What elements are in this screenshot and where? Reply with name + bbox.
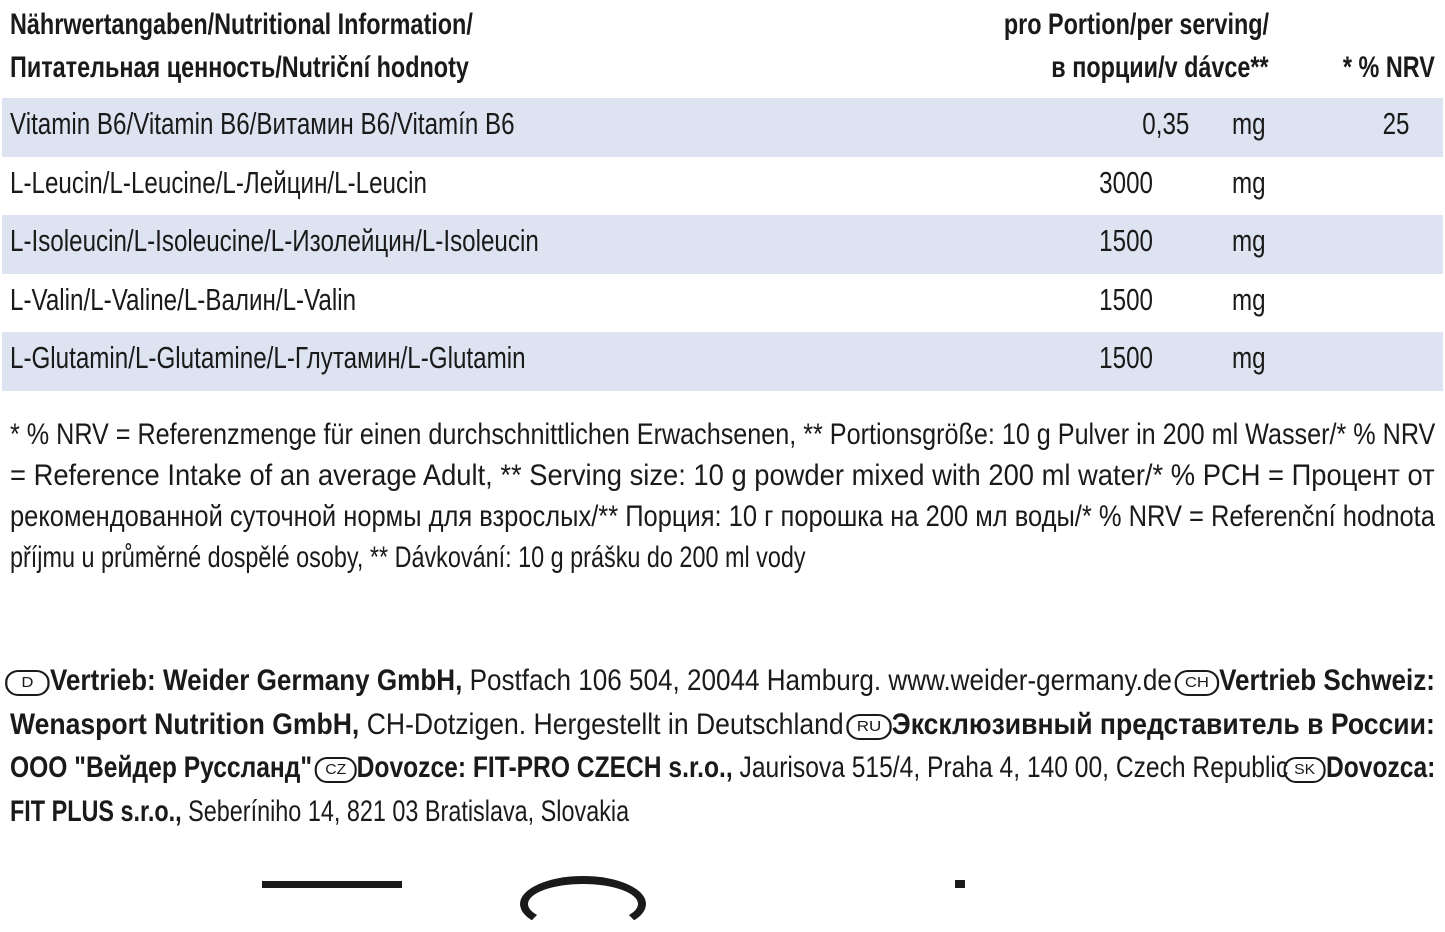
nutrient-amount: 3000 <box>1099 164 1153 200</box>
nutrient-amount: 1500 <box>1099 340 1153 376</box>
country-badge-de: D <box>5 670 49 696</box>
country-badge-ru: RU <box>846 714 891 740</box>
country-badge-sk: SK <box>1284 757 1326 783</box>
table-row <box>2 274 1443 333</box>
nutrient-name: L-Glutamin/L-Glutamine/L-Глутамин/L-Glutamin <box>10 340 526 376</box>
serving-header-line-2: в порции/v dávce** <box>1051 51 1269 84</box>
distributor-company-sk: FIT PLUS s.r.o., <box>10 794 182 828</box>
distributor-label-ru: Эксклюзивный представитель в России: <box>891 707 1435 741</box>
table-row <box>2 332 1443 391</box>
nutrition-table <box>2 98 1443 391</box>
table-header <box>0 6 1445 96</box>
nutrient-unit: mg <box>1232 340 1266 376</box>
footnote-line: рекомендованной суточной нормы для взрослых/** Порция: 10 г порошка на 200 мл воды/* % NRV = Referenční hodnota <box>10 500 1435 533</box>
nutrient-unit: mg <box>1232 281 1266 317</box>
nrv-header: * % NRV <box>1343 51 1435 84</box>
table-row <box>2 157 1443 216</box>
distribution-info <box>10 664 1435 838</box>
distributor-label-cz: Dovozce: FIT-PRO CZECH s.r.o., <box>356 751 733 784</box>
footnote-line: příjmu u průměrné dospělé osoby, ** Dávkování: 10 g prášku do 200 ml vody <box>10 541 806 574</box>
nutrient-unit: mg <box>1232 223 1266 259</box>
logo-fragment-bar <box>262 881 402 888</box>
serving-header-line-1: pro Portion/per serving/ <box>1003 8 1269 41</box>
distributor-address-sk: Seberíniho 14, 821 03 Bratislava, Slovakia <box>181 794 630 828</box>
table-row <box>2 215 1443 274</box>
distributor-company-ru: ООО "Вейдер Руссланд" <box>10 751 319 784</box>
distributor-label-ch: Vertrieb Schweiz: <box>1219 664 1435 697</box>
title-line-1: Nährwertangaben/Nutritional Information/ <box>10 8 473 41</box>
distributor-address-cz: Jaurisova 515/4, Praha 4, 140 00, Czech Republic <box>732 751 1289 784</box>
nutrient-amount: 1500 <box>1099 223 1153 259</box>
nutrient-unit: mg <box>1232 164 1266 200</box>
nutrient-amount: 0,35 <box>1141 106 1189 141</box>
nutrient-amount: 1500 <box>1099 281 1153 317</box>
footnote-line: * % NRV = Referenzmenge für einen durchschnittlichen Erwachsenen, ** Portionsgröße: 10 g Pulver in 200 ml Wasser/* % NRV <box>10 418 1436 451</box>
nrv-footnote <box>10 418 1435 582</box>
distributor-label-sk: Dovozca: <box>1325 751 1436 784</box>
country-badge-ch: CH <box>1174 670 1218 696</box>
country-badge-cz: CZ <box>314 757 356 783</box>
nutrient-nrv: 25 <box>1382 106 1409 141</box>
nutrient-name: Vitamin B6/Vitamin B6/Витамин B6/Vitamín B6 <box>10 106 515 141</box>
distributor-company-ch: Wenasport Nutrition GmbH, <box>10 707 360 741</box>
logo-fragment-arc <box>520 876 646 932</box>
distributor-label-de: Vertrieb: Weider Germany GmbH, <box>49 664 463 697</box>
nutrient-name: L-Isoleucin/L-Isoleucine/L-Изолейцин/L-Isoleucin <box>10 223 539 259</box>
title-line-2: Питательная ценность/Nutriční hodnoty <box>10 51 469 84</box>
nutrient-name: L-Valin/L-Valine/L-Валин/L-Valin <box>10 281 357 317</box>
nutrient-unit: mg <box>1232 106 1266 141</box>
logo-fragment-dot <box>955 880 965 888</box>
distributor-address-de: Postfach 106 504, 20044 Hamburg. www.weider-germany.de <box>462 664 1180 697</box>
footnote-line: = Reference Intake of an average Adult, ** Serving size: 10 g powder mixed with 200 ml water/* % PCH = Процент от <box>10 459 1435 492</box>
nutrient-name: L-Leucin/L-Leucine/L-Лейцин/L-Leucin <box>10 164 427 200</box>
distributor-address-ch: CH-Dotzigen. Hergestellt in Deutschland <box>359 707 852 741</box>
table-row <box>2 98 1443 157</box>
